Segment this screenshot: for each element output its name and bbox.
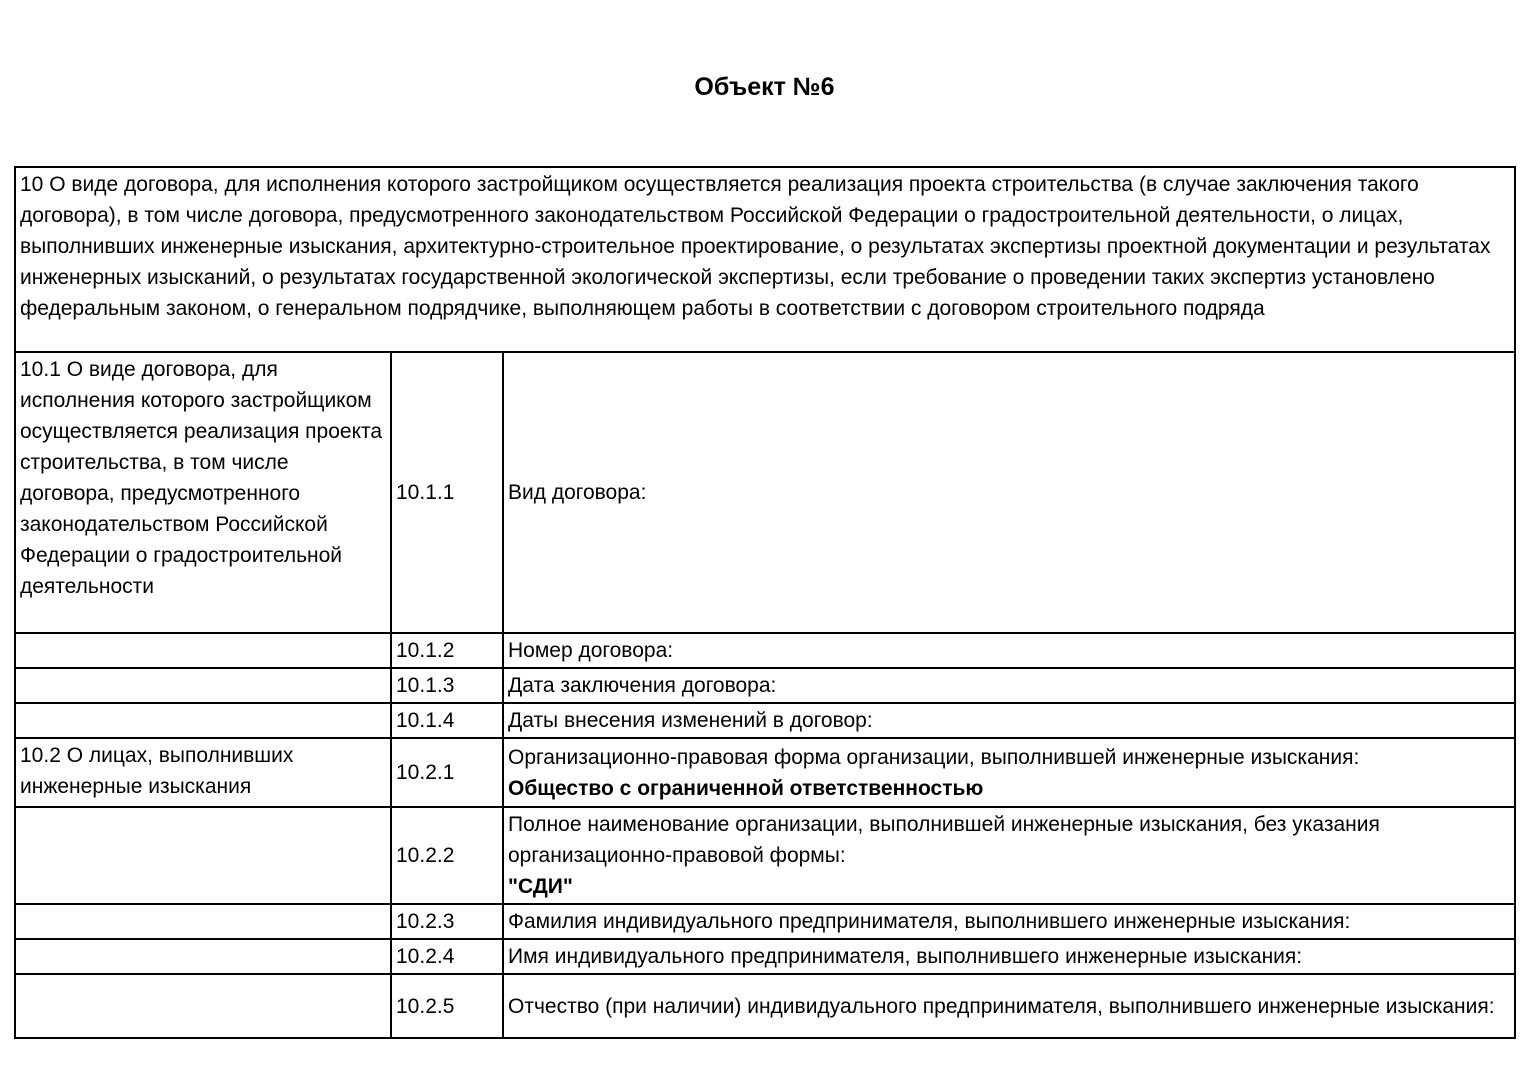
section-label-10-2: 10.2 О лицах, выполнивших инженерные изыскания xyxy=(15,738,391,807)
table-row xyxy=(15,167,1515,352)
table-row xyxy=(15,703,1515,738)
row-code: 10.2.1 xyxy=(391,738,503,807)
row-code: 10.2.2 xyxy=(391,807,503,904)
row-content xyxy=(503,668,1515,703)
table-row xyxy=(15,939,1515,974)
section-10-header: 10 О виде договора, для исполнения которого застройщиком осуществляется реализация проекта строительства (в случае заключения такого договора), в том числе договора, предусмотренного законодательством Российской Федерации о градостроительной деятельности, о лицах, выполнивших инженерные изыскания, архитектурно-строительное проектирование, о результатах экспертизы проектной документации и результатах инженерных изысканий, о результатах государственной экологической экспертизы, если требование о проведении таких экспертиз установлено федеральным законом, о генеральном подрядчике, выполняющем работы в соответствии с договором строительного подряда xyxy=(15,167,1515,352)
row-content xyxy=(503,738,1515,807)
page-title: Объект №6 xyxy=(694,73,835,101)
row-code: 10.2.3 xyxy=(391,904,503,939)
table-row xyxy=(15,738,1515,807)
row-content xyxy=(503,352,1515,633)
row-content xyxy=(503,633,1515,668)
field-label: Фамилия индивидуального предпринимателя, выполнившего инженерные изыскания: xyxy=(508,910,1351,933)
field-label: Имя индивидуального предпринимателя, выполнившего инженерные изыскания: xyxy=(508,945,1303,968)
section-label-empty xyxy=(15,633,391,668)
table-row xyxy=(15,974,1515,1038)
field-label: Организационно-правовая форма организации, выполнившей инженерные изыскания: xyxy=(508,745,1360,769)
row-code: 10.1.3 xyxy=(391,668,503,703)
table-row xyxy=(15,633,1515,668)
row-code: 10.1.4 xyxy=(391,703,503,738)
field-value: Общество с ограниченной ответственностью xyxy=(508,776,984,800)
section-label-empty xyxy=(15,974,391,1038)
field-label: Отчество (при наличии) индивидуального предпринимателя, выполнившего инженерные изыскания: xyxy=(508,994,1495,1018)
row-code: 10.2.4 xyxy=(391,939,503,974)
field-label: Полное наименование организации, выполнившей инженерные изыскания, без указания организационно-правовой формы: xyxy=(508,813,1380,867)
row-content xyxy=(503,939,1515,974)
disclosure-table xyxy=(14,166,1516,1039)
section-label-empty xyxy=(15,904,391,939)
section-label-empty xyxy=(15,807,391,904)
table-row xyxy=(15,904,1515,939)
row-content xyxy=(503,974,1515,1038)
row-content xyxy=(503,703,1515,738)
table-row xyxy=(15,352,1515,633)
table-row xyxy=(15,668,1515,703)
row-content xyxy=(503,904,1515,939)
table-row xyxy=(15,807,1515,904)
section-label-empty xyxy=(15,939,391,974)
row-code: 10.1.2 xyxy=(391,633,503,668)
section-label-empty xyxy=(15,668,391,703)
section-label-10-1: 10.1 О виде договора, для исполнения которого застройщиком осуществляется реализация проекта строительства, в том числе договора, предусмотренного законодательством Российской Федерации о градостроительной деятельности xyxy=(15,352,391,633)
field-label: Вид договора: xyxy=(508,481,647,504)
section-label-empty xyxy=(15,703,391,738)
field-label: Дата заключения договора: xyxy=(508,674,777,697)
row-code: 10.2.5 xyxy=(391,974,503,1038)
row-content xyxy=(503,807,1515,904)
field-value: "СДИ" xyxy=(508,875,573,898)
field-label: Даты внесения изменений в договор: xyxy=(508,709,873,732)
field-label: Номер договора: xyxy=(508,639,674,662)
row-code: 10.1.1 xyxy=(391,352,503,633)
